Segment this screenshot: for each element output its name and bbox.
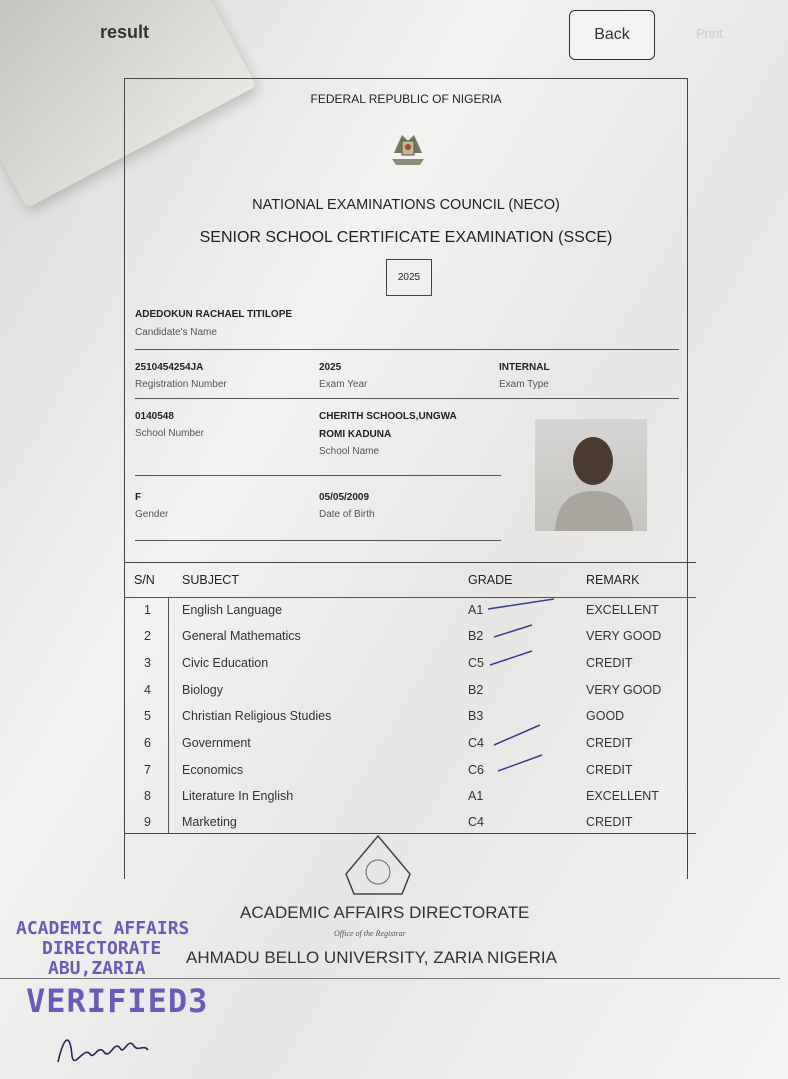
registration-number-label: Registration Number	[135, 379, 227, 390]
divider	[135, 398, 679, 399]
row-grade: A1	[468, 603, 484, 617]
row-sn: 6	[144, 736, 151, 750]
check-marks-icon	[484, 593, 564, 783]
registrar-office: Office of the Registrar	[334, 929, 406, 938]
row-remark: EXCELLENT	[586, 603, 659, 617]
school-number-label: School Number	[135, 428, 204, 439]
table-row	[124, 683, 696, 709]
row-remark: EXCELLENT	[586, 789, 659, 803]
table-header-grade: GRADE	[468, 573, 513, 587]
directorate-name: ACADEMIC AFFAIRS DIRECTORATE	[240, 903, 530, 922]
candidate-name: ADEDOKUN RACHAEL TITILOPE	[135, 309, 293, 320]
print-button[interactable]: Print	[696, 26, 723, 41]
row-sn: 7	[144, 763, 151, 777]
row-sn: 2	[144, 629, 151, 643]
page-title: result	[100, 22, 150, 42]
row-subject: Government	[182, 736, 251, 750]
row-sn: 8	[144, 789, 151, 803]
university-name: AHMADU BELLO UNIVERSITY, ZARIA NIGERIA	[186, 948, 557, 967]
exam-year: 2025	[319, 362, 342, 373]
gender-label: Gender	[135, 509, 169, 520]
back-button[interactable]: Back	[569, 10, 655, 60]
table-row	[124, 789, 696, 815]
university-crest-icon	[342, 834, 414, 896]
row-grade: B3	[468, 709, 484, 723]
stamp-line2: DIRECTORATE	[42, 938, 162, 959]
table-row	[124, 736, 696, 762]
school-name-line1: CHERITH SCHOOLS,UNGWA	[319, 411, 457, 422]
row-subject: Literature In English	[182, 789, 294, 803]
exam-type-label: Exam Type	[499, 379, 549, 390]
table-row	[124, 763, 696, 789]
school-name-line2: ROMI KADUNA	[319, 429, 392, 440]
row-remark: CREDIT	[586, 656, 633, 670]
row-sn: 3	[144, 656, 151, 670]
table-row	[124, 629, 696, 655]
verified-stamp: VERIFIED3	[26, 982, 209, 1020]
table-header-divider	[124, 597, 696, 598]
divider	[135, 540, 501, 541]
gender: F	[135, 492, 142, 503]
exam-type: INTERNAL	[499, 362, 550, 373]
row-remark: GOOD	[586, 709, 625, 723]
row-subject: General Mathematics	[182, 629, 301, 643]
school-name-label: School Name	[319, 446, 380, 457]
date-of-birth-label: Date of Birth	[319, 509, 375, 520]
table-header-sn: S/N	[134, 573, 155, 587]
signature-icon	[54, 1026, 154, 1074]
row-remark: CREDIT	[586, 763, 633, 777]
row-sn: 4	[144, 683, 151, 697]
row-grade: B2	[468, 629, 484, 643]
stamp-line1: ACADEMIC AFFAIRS	[16, 918, 190, 939]
row-grade: A1	[468, 789, 484, 803]
row-grade: C4	[468, 815, 484, 829]
candidate-name-label: Candidate's Name	[135, 327, 217, 338]
exam-year-box: 2025	[386, 259, 432, 296]
school-number: 0140548	[135, 411, 174, 422]
coat-of-arms-icon	[384, 123, 432, 171]
row-grade: C6	[468, 763, 484, 777]
certificate-country: FEDERAL REPUBLIC OF NIGERIA	[310, 92, 502, 106]
divider	[135, 349, 679, 350]
row-sn: 5	[144, 709, 151, 723]
stamp-line3: ABU,ZARIA	[48, 958, 146, 979]
row-sn: 9	[144, 815, 151, 829]
row-grade: B2	[468, 683, 484, 697]
registration-number: 2510454254JA	[135, 362, 204, 373]
council-name: NATIONAL EXAMINATIONS COUNCIL (NECO)	[252, 197, 560, 213]
table-row	[124, 603, 696, 629]
row-grade: C4	[468, 736, 484, 750]
row-remark: CREDIT	[586, 815, 633, 829]
table-header-subject: SUBJECT	[182, 573, 239, 587]
row-subject: Economics	[182, 763, 244, 777]
exam-year-label: Exam Year	[319, 379, 368, 390]
row-remark: VERY GOOD	[586, 629, 662, 643]
row-grade: C5	[468, 656, 484, 670]
date-of-birth: 05/05/2009	[319, 492, 370, 503]
candidate-photo	[535, 419, 647, 531]
row-subject: Christian Religious Studies	[182, 709, 332, 723]
row-remark: VERY GOOD	[586, 683, 662, 697]
row-remark: CREDIT	[586, 736, 633, 750]
results-table	[124, 562, 696, 834]
divider	[135, 475, 501, 476]
row-subject: Biology	[182, 683, 223, 697]
table-row	[124, 656, 696, 682]
row-sn: 1	[144, 603, 151, 617]
table-row	[124, 709, 696, 735]
row-subject: Civic Education	[182, 656, 269, 670]
person-silhouette-icon	[535, 419, 647, 531]
row-subject: English Language	[182, 603, 283, 617]
exam-name: SENIOR SCHOOL CERTIFICATE EXAMINATION (SSCE)	[199, 229, 613, 246]
row-subject: Marketing	[182, 815, 237, 829]
table-header-remark: REMARK	[586, 573, 640, 587]
